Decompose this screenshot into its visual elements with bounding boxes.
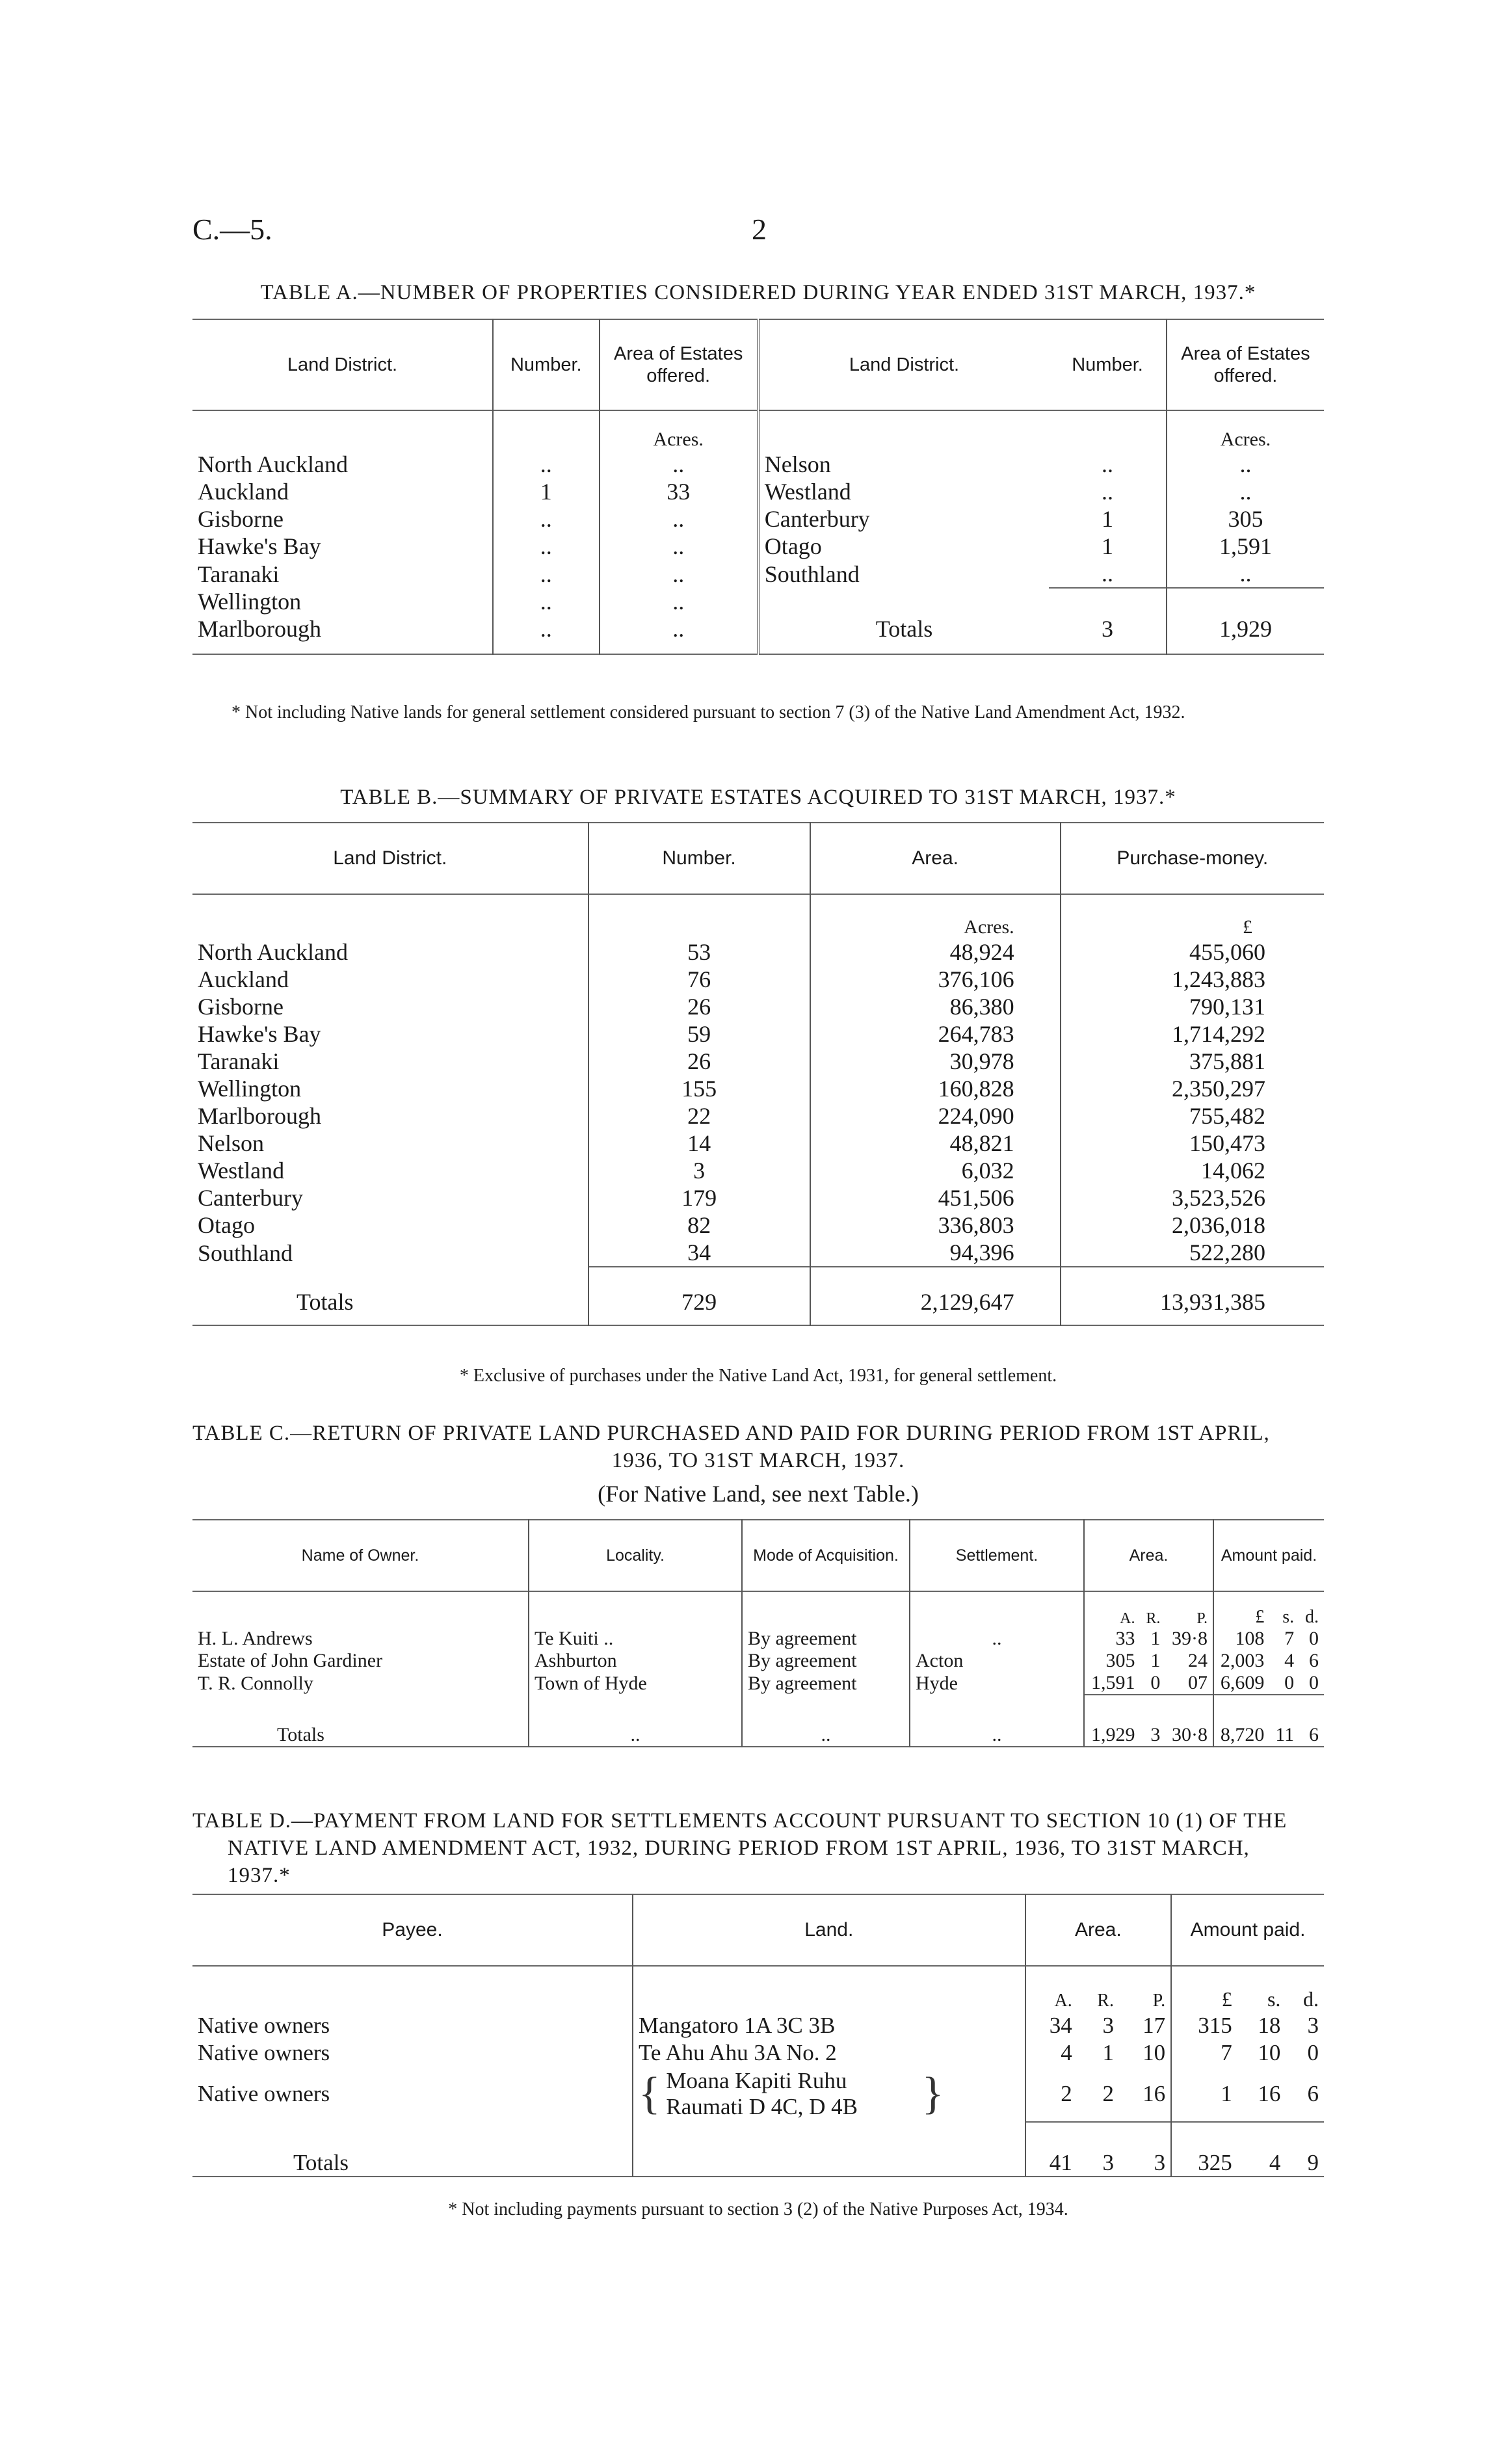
perches: 17 [1143,2013,1166,2038]
table-b-header-area: Area. [810,823,1061,894]
roods: 3 [1102,2013,1114,2038]
payee: Native owners [198,2081,330,2106]
land: Moana Kapiti Ruhu [666,2068,847,2093]
brace-right-icon: } [921,2069,944,2119]
district: Wellington [198,1076,302,1102]
money: 2,350,297 [1061,1075,1324,1102]
table-row [192,938,1324,966]
table-row [192,533,1324,560]
number: 26 [588,993,810,1020]
area: 336,803 [810,1212,1061,1239]
table-row [192,451,1324,478]
table-row [192,993,1324,1020]
table-row [192,615,1324,654]
shillings: 16 [1258,2080,1281,2106]
table-row [192,478,1324,505]
table-row [192,2011,1324,2039]
acres: 1,591 [1084,1672,1140,1695]
table-c-header-locality: Locality. [529,1520,742,1591]
number: 34 [588,1239,810,1267]
table-b-totals-money: 13,931,385 [1061,1267,1324,1325]
money: 375,881 [1061,1048,1324,1075]
table-d-title-line2: NATIVE LAND AMENDMENT ACT, 1932, DURING PERIOD FROM 1ST APRIL, 1936, TO 31ST MARCH, [228,1836,1250,1860]
table-b-header-district: Land District. [333,847,447,869]
settlement: Acton [910,1650,1084,1672]
locality: Ashburton [529,1650,742,1672]
shillings: 0 [1284,1672,1295,1693]
pounds: 108 [1213,1628,1269,1650]
table-row [192,1020,1324,1048]
table-row [192,1672,1324,1695]
pence: 6 [1309,1650,1319,1671]
number: 1 [1102,533,1114,559]
mode: By agreement [742,1672,910,1695]
table-d-totals-perches: 3 [1119,2122,1171,2177]
area: .. [600,451,758,478]
perches: 39·8 [1172,1628,1208,1649]
district: Westland [198,1158,285,1184]
table-d-totals-shillings: 4 [1237,2122,1286,2177]
acres: 4 [1025,2039,1077,2066]
table-c-header-owner: Name of Owner. [301,1546,419,1565]
roods: 1 [1102,2040,1114,2065]
area: 6,032 [810,1157,1061,1184]
district: Gisborne [198,994,284,1020]
table-b-totals-area: 2,129,647 [810,1267,1061,1325]
money: 522,280 [1061,1239,1324,1267]
table-row [192,1239,1324,1267]
pounds: 6,609 [1213,1672,1269,1695]
number: 82 [588,1212,810,1239]
pounds: 1 [1171,2066,1237,2122]
acres: 305 [1084,1650,1140,1672]
table-b-totals-label: Totals [297,1289,354,1315]
table-b-footnote: * Exclusive of purchases under the Native Land Act, 1931, for general settlement. [459,1366,1057,1386]
money: 150,473 [1061,1130,1324,1157]
district: Otago [758,533,1049,560]
table-a-unit: Acres. [600,410,758,451]
number: 155 [588,1075,810,1102]
roods: 0 [1150,1672,1161,1693]
table-a-header-area: Area of Estates offered. [600,319,758,410]
perches: 16 [1143,2080,1166,2106]
table-c-title-line2: 1936, TO 31ST MARCH, 1937. [611,1449,905,1472]
table-d-sub-r: R. [1097,1991,1114,2011]
district: Hawke's Bay [198,533,321,559]
table-b-totals-number: 729 [588,1267,810,1325]
table-a-title: TABLE A.—NUMBER OF PROPERTIES CONSIDERED DURING YEAR ENDED 31ST MARCH, 1937.* [260,281,1256,304]
table-row [192,1075,1324,1102]
table-d-totals-acres: 41 [1025,2122,1077,2177]
table-row [192,588,1324,615]
table-c-totals-perches: 30·8 [1165,1695,1213,1747]
district: Canterbury [758,505,1049,533]
area: .. [600,615,758,654]
table-d-footnote: * Not including payments pursuant to section 3 (2) of the Native Purposes Act, 1934. [448,2199,1068,2219]
table-c-sub-a: A. [1084,1591,1140,1628]
owner: H. L. Andrews [198,1628,313,1649]
table-row [192,1184,1324,1212]
shillings: 4 [1284,1650,1295,1671]
pence: 0 [1309,1628,1319,1649]
district: Otago [198,1212,255,1238]
pence: 6 [1307,2080,1319,2106]
number: .. [1102,451,1114,477]
area: 48,924 [810,938,1061,966]
table-row [192,1130,1324,1157]
table-b [192,822,1324,1326]
table-b-header-number: Number. [588,823,810,894]
district: North Auckland [198,939,348,965]
pounds: 2,003 [1213,1650,1269,1672]
area: .. [600,560,758,588]
table-a-header-district: Land District. [287,354,398,375]
number: 59 [588,1020,810,1048]
area: .. [600,505,758,533]
payee: Native owners [198,2040,330,2065]
owner: Estate of John Gardiner [198,1650,383,1671]
shillings: 10 [1258,2040,1281,2065]
table-d-sub-l: £ [1171,1966,1237,2011]
area: .. [1167,478,1324,505]
number: .. [493,451,600,478]
district: Wellington [198,589,302,615]
area: .. [1167,451,1324,478]
district: Hawke's Bay [198,1021,321,1047]
settlement: Hyde [910,1672,1084,1695]
table-c-totals-roods: 3 [1140,1695,1165,1747]
table-row [192,966,1324,993]
number: .. [493,533,600,560]
table-row [192,1212,1324,1239]
table-row [192,1157,1324,1184]
table-d-title-line1: TABLE D.—PAYMENT FROM LAND FOR SETTLEMENTS ACCOUNT PURSUANT TO SECTION 10 (1) OF THE [192,1809,1288,1833]
mode: By agreement [742,1628,910,1650]
number: 53 [588,938,810,966]
district: North Auckland [198,451,348,477]
table-d-header-land: Land. [633,1894,1025,1966]
number: 3 [588,1157,810,1184]
table-c-sub-s: s. [1282,1607,1295,1627]
number: .. [493,505,600,533]
locality: Town of Hyde [529,1672,742,1695]
area: 48,821 [810,1130,1061,1157]
table-d-sub-s: s. [1267,1987,1281,2011]
table-d-totals-roods: 3 [1077,2122,1119,2177]
table-a [192,319,1324,655]
money: 14,062 [1061,1157,1324,1184]
table-c-totals-acres: 1,929 [1084,1695,1140,1747]
district: Canterbury [198,1185,303,1211]
area: .. [600,533,758,560]
locality: Te Kuiti .. [529,1628,742,1650]
district: Marlborough [198,616,321,642]
number: 1 [1102,506,1114,532]
table-c-totals-pence: 6 [1299,1695,1324,1747]
table-d-sub-a: A. [1025,1966,1077,2011]
area: .. [1167,560,1324,588]
number: .. [493,588,600,615]
table-row [192,2066,1324,2122]
pence: 0 [1307,2040,1319,2065]
table-c-header-amount: Amount paid. [1213,1520,1324,1591]
settlement: .. [910,1628,1084,1650]
table-c-header-area: Area. [1084,1520,1213,1591]
mode: By agreement [742,1650,910,1672]
table-c-totals-locality: .. [529,1695,742,1747]
district: Nelson [198,1130,264,1156]
acres: 2 [1025,2066,1077,2122]
table-row [192,560,1324,588]
table-b-title: TABLE B.—SUMMARY OF PRIVATE ESTATES ACQUIRED TO 31ST MARCH, 1937.* [340,786,1176,809]
owner: T. R. Connolly [198,1673,313,1694]
money: 3,523,526 [1061,1184,1324,1212]
table-a-header-area-2: Area of Estates offered. [1167,319,1324,410]
table-d-title-line3: 1937.* [228,1864,291,1887]
district: Southland [198,1240,293,1266]
pounds: 7 [1171,2039,1237,2066]
table-row [192,1628,1324,1650]
table-row [192,1650,1324,1672]
roods: 2 [1102,2080,1114,2106]
shillings: 18 [1258,2013,1281,2038]
area: 264,783 [810,1020,1061,1048]
number: 14 [588,1130,810,1157]
pence: 0 [1309,1672,1319,1693]
perches: 10 [1143,2040,1166,2065]
number: 22 [588,1102,810,1130]
brace-left-icon: { [639,2069,661,2119]
money: 2,036,018 [1061,1212,1324,1239]
land: Te Ahu Ahu 3A No. 2 [633,2039,1025,2066]
table-d-sub-d: d. [1303,1987,1319,2011]
table-a-header-number: Number. [493,319,600,410]
area: 94,396 [810,1239,1061,1267]
page-code: C.—5. [192,213,272,246]
number: .. [493,615,600,654]
acres: 34 [1025,2011,1077,2039]
area: 160,828 [810,1075,1061,1102]
table-c-totals-pounds: 8,720 [1213,1695,1269,1747]
number: 1 [493,478,600,505]
table-row [192,1102,1324,1130]
table-a-header-district-2: Land District. [758,319,1049,410]
area: 224,090 [810,1102,1061,1130]
area: 451,506 [810,1184,1061,1212]
roods: 1 [1150,1650,1161,1671]
district: Auckland [198,479,289,505]
table-b-totals-row [192,1267,1324,1325]
table-d-totals-pence: 9 [1286,2122,1324,2177]
page-number: 2 [752,213,767,246]
perches: 24 [1188,1650,1208,1671]
money: 1,714,292 [1061,1020,1324,1048]
district: Nelson [758,451,1049,478]
table-a-totals-number: 3 [1102,616,1114,642]
table-a-header-number-2: Number. [1072,354,1143,375]
land: Mangatoro 1A 3C 3B [633,2011,1025,2039]
table-a-footnote: * Not including Native lands for general settlement considered pursuant to section 7 (3) of the Native Land Amendment Act, 1932. [231,702,1185,722]
pence: 3 [1307,2013,1319,2038]
table-row [192,505,1324,533]
table-c [192,1519,1324,1747]
table-c-totals-row [192,1695,1324,1747]
payee: Native owners [198,2013,330,2038]
area: .. [600,588,758,615]
table-d-totals-label: Totals [293,2150,349,2175]
area: 376,106 [810,966,1061,993]
money: 1,243,883 [1061,966,1324,993]
number: .. [1102,561,1114,587]
area: 86,380 [810,993,1061,1020]
number: .. [1102,479,1114,505]
roods: 1 [1150,1628,1161,1649]
area: 305 [1167,505,1324,533]
shillings: 7 [1284,1628,1295,1649]
table-c-sub-r: R. [1146,1610,1161,1627]
table-c-sub-p: P. [1196,1610,1208,1627]
table-d-totals-pounds: 325 [1171,2122,1237,2177]
table-a-unit-2: Acres. [1167,410,1324,451]
table-b-header-money: Purchase-money. [1061,823,1324,894]
district: Gisborne [198,506,284,532]
table-d-header-area: Area. [1025,1894,1172,1966]
table-c-totals-label: Totals [277,1724,324,1745]
table-d-totals-row [192,2122,1324,2177]
land-group [633,2066,1025,2122]
table-c-totals-shillings: 11 [1269,1695,1299,1747]
money: 755,482 [1061,1102,1324,1130]
money: 455,060 [1061,938,1324,966]
money: 790,131 [1061,993,1324,1020]
district: Taranaki [198,561,280,587]
table-c-totals-settlement: .. [910,1695,1084,1747]
table-c-header-settlement: Settlement. [910,1520,1084,1591]
table-d [192,1894,1324,2177]
pounds: 315 [1171,2011,1237,2039]
land: Raumati D 4C, D 4B [666,2094,858,2119]
table-row [192,1048,1324,1075]
table-b-unit-money: £ [1061,894,1324,938]
table-row [192,2039,1324,2066]
table-c-subtitle: (For Native Land, see next Table.) [598,1481,919,1507]
acres: 33 [1084,1628,1140,1650]
number: 76 [588,966,810,993]
number: 179 [588,1184,810,1212]
table-d-header-payee: Payee. [382,1919,443,1941]
area: 1,591 [1167,533,1324,560]
table-c-header-mode: Mode of Acquisition. [742,1520,910,1591]
district: Auckland [198,966,289,992]
district: Westland [758,478,1049,505]
area: 30,978 [810,1048,1061,1075]
table-d-header-amount: Amount paid. [1171,1894,1324,1966]
number: 26 [588,1048,810,1075]
table-c-sub-l: £ [1213,1591,1269,1628]
district: Southland [758,560,1049,588]
table-b-unit-area: Acres. [810,894,1061,938]
perches: 07 [1188,1672,1208,1693]
table-a-totals-area: 1,929 [1167,615,1324,654]
number: .. [493,560,600,588]
district: Taranaki [198,1048,280,1074]
table-c-totals-mode: .. [742,1695,910,1747]
table-a-totals-label: Totals [758,615,1049,654]
table-c-sub-d: d. [1305,1607,1319,1627]
table-c-title-line1: TABLE C.—RETURN OF PRIVATE LAND PURCHASED AND PAID FOR DURING PERIOD FROM 1ST APRIL, [192,1422,1270,1445]
district: Marlborough [198,1103,321,1129]
table-d-sub-p: P. [1152,1991,1166,2011]
area: 33 [600,478,758,505]
